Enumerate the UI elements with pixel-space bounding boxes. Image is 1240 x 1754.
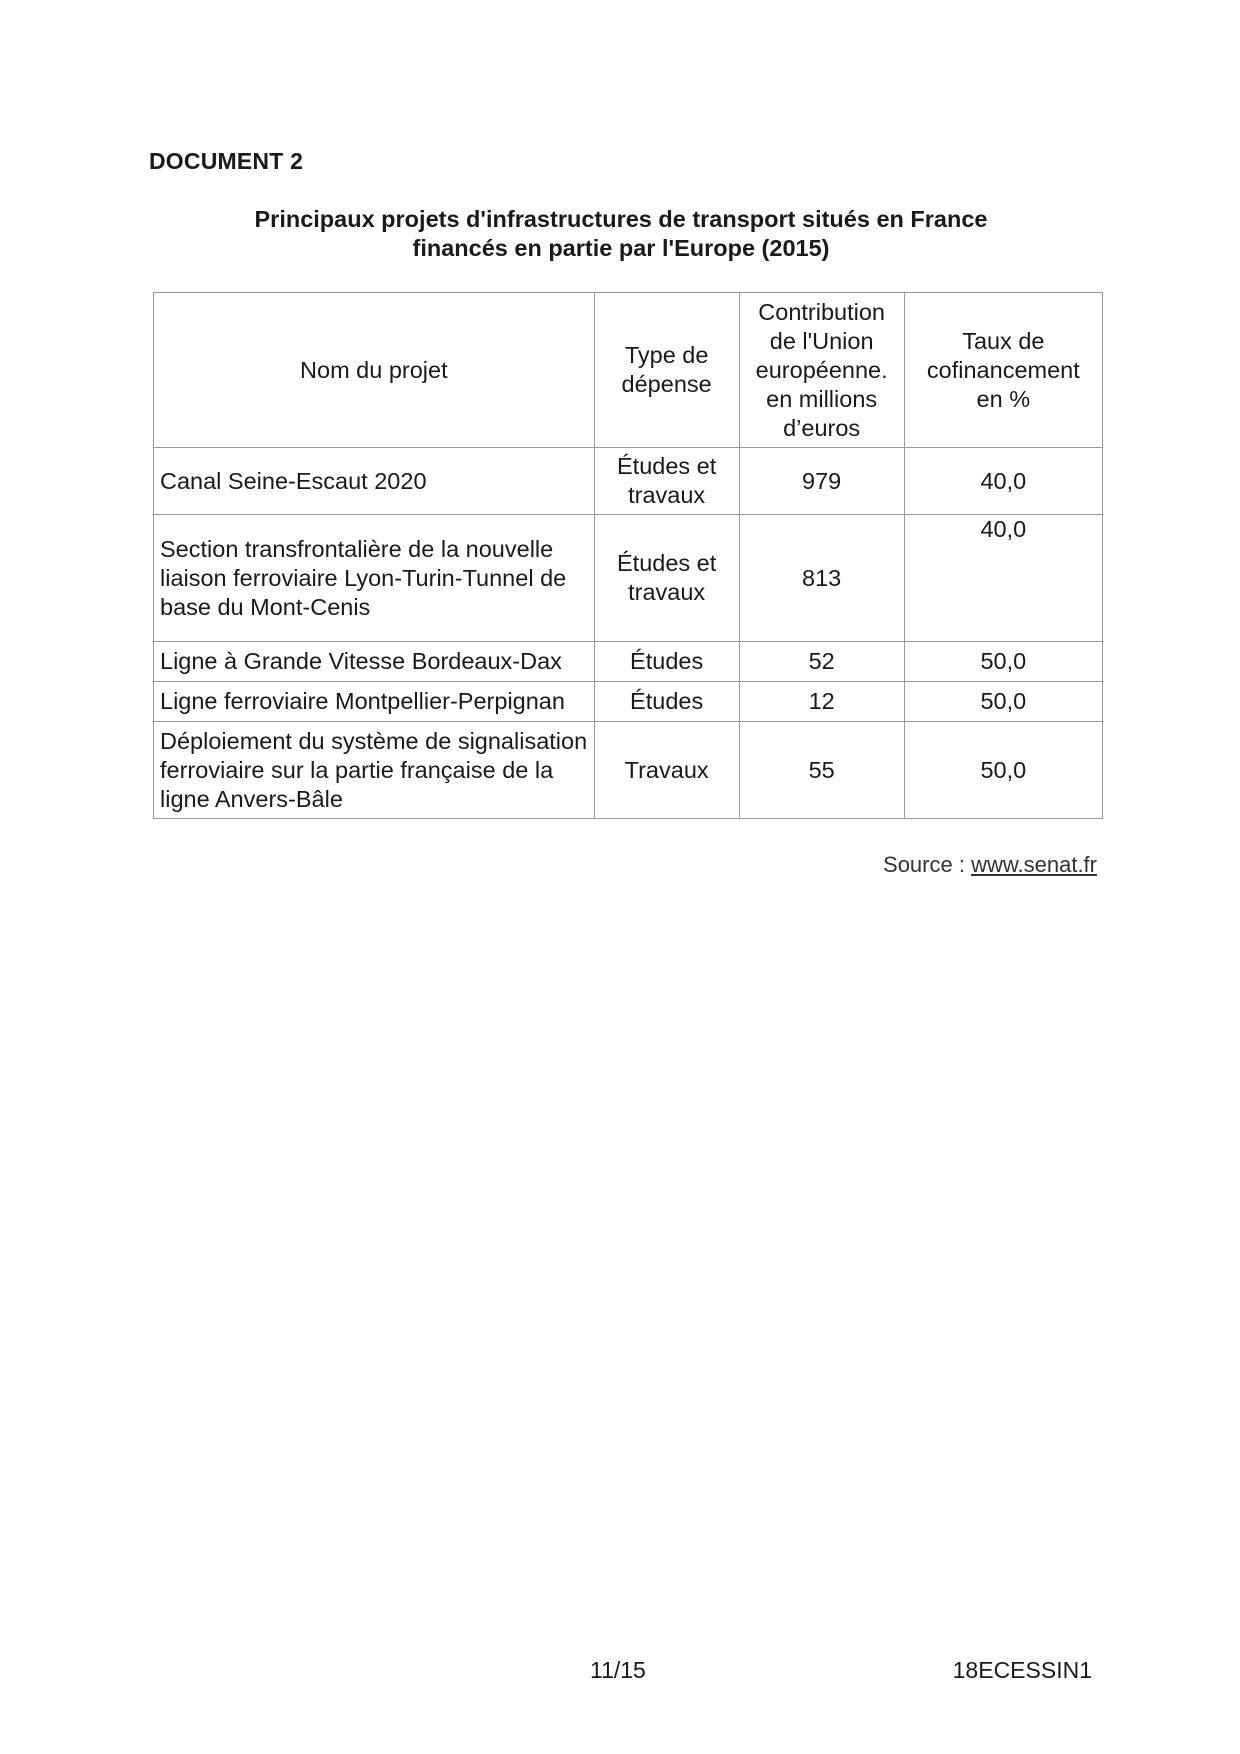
page-number: 11/15 (590, 1657, 646, 1683)
document-code: 18ECESSIN1 (952, 1657, 1092, 1683)
cell-taux: 50,0 (904, 682, 1102, 722)
cell-project-name: Canal Seine-Escaut 2020 (154, 448, 595, 515)
title-line-2: financés en partie par l'Europe (2015) (412, 235, 830, 261)
cell-contribution: 52 (739, 642, 904, 682)
cell-contribution: 979 (739, 448, 904, 515)
cell-project-name: Déploiement du système de signalisation ferroviaire sur la partie française de la ligne Anvers-Bâle (154, 722, 595, 819)
header-contribution-line: en millions (766, 385, 878, 412)
table-row (154, 448, 1103, 515)
header-type-line: dépense (621, 371, 712, 397)
cell-contribution: 12 (739, 682, 904, 722)
header-type-line: Type de (624, 342, 709, 368)
cell-taux: 40,0 (904, 515, 1102, 642)
cell-contribution: 813 (739, 515, 904, 642)
source-link[interactable]: www.senat.fr (971, 852, 1097, 877)
table-row (154, 682, 1103, 722)
cell-expense-type: Études et travaux (594, 448, 739, 515)
header-type (594, 293, 739, 448)
header-taux (904, 293, 1102, 448)
header-taux-line: Taux de (962, 327, 1045, 354)
cell-contribution: 55 (739, 722, 904, 819)
cell-expense-type: Études et travaux (594, 515, 739, 642)
cell-expense-type: Études (594, 682, 739, 722)
projects-table (153, 292, 1103, 819)
header-contribution-line: d’euros (783, 414, 861, 441)
source-prefix: Source : (883, 852, 972, 877)
cell-expense-type: Travaux (594, 722, 739, 819)
cell-taux: 40,0 (904, 448, 1102, 515)
document-title (149, 205, 1093, 263)
table-row (154, 515, 1103, 642)
header-taux-line: cofinancement (926, 356, 1080, 383)
header-taux-line: en % (976, 385, 1031, 412)
header-contribution-line: Contribution (758, 298, 885, 325)
cell-taux: 50,0 (904, 722, 1102, 819)
cell-expense-type: Études (594, 642, 739, 682)
table-row (154, 722, 1103, 819)
cell-project-name: Ligne ferroviaire Montpellier-Perpignan (154, 682, 595, 722)
header-contribution (739, 293, 904, 448)
header-contribution-line: européenne. (755, 356, 888, 383)
cell-project-name: Ligne à Grande Vitesse Bordeaux-Dax (154, 642, 595, 682)
title-line-1: Principaux projets d'infrastructures de transport situés en France (254, 206, 988, 232)
document-label: DOCUMENT 2 (149, 148, 304, 174)
cell-taux: 50,0 (904, 642, 1102, 682)
header-name: Nom du projet (154, 293, 595, 448)
header-contribution-line: de l'Union (769, 327, 874, 354)
cell-project-name: Section transfrontalière de la nouvelle liaison ferroviaire Lyon-Turin-Tunnel de base du Mont-Cenis (154, 515, 595, 642)
source-note (883, 852, 1097, 878)
table-header-row (154, 293, 1103, 448)
table-row (154, 642, 1103, 682)
